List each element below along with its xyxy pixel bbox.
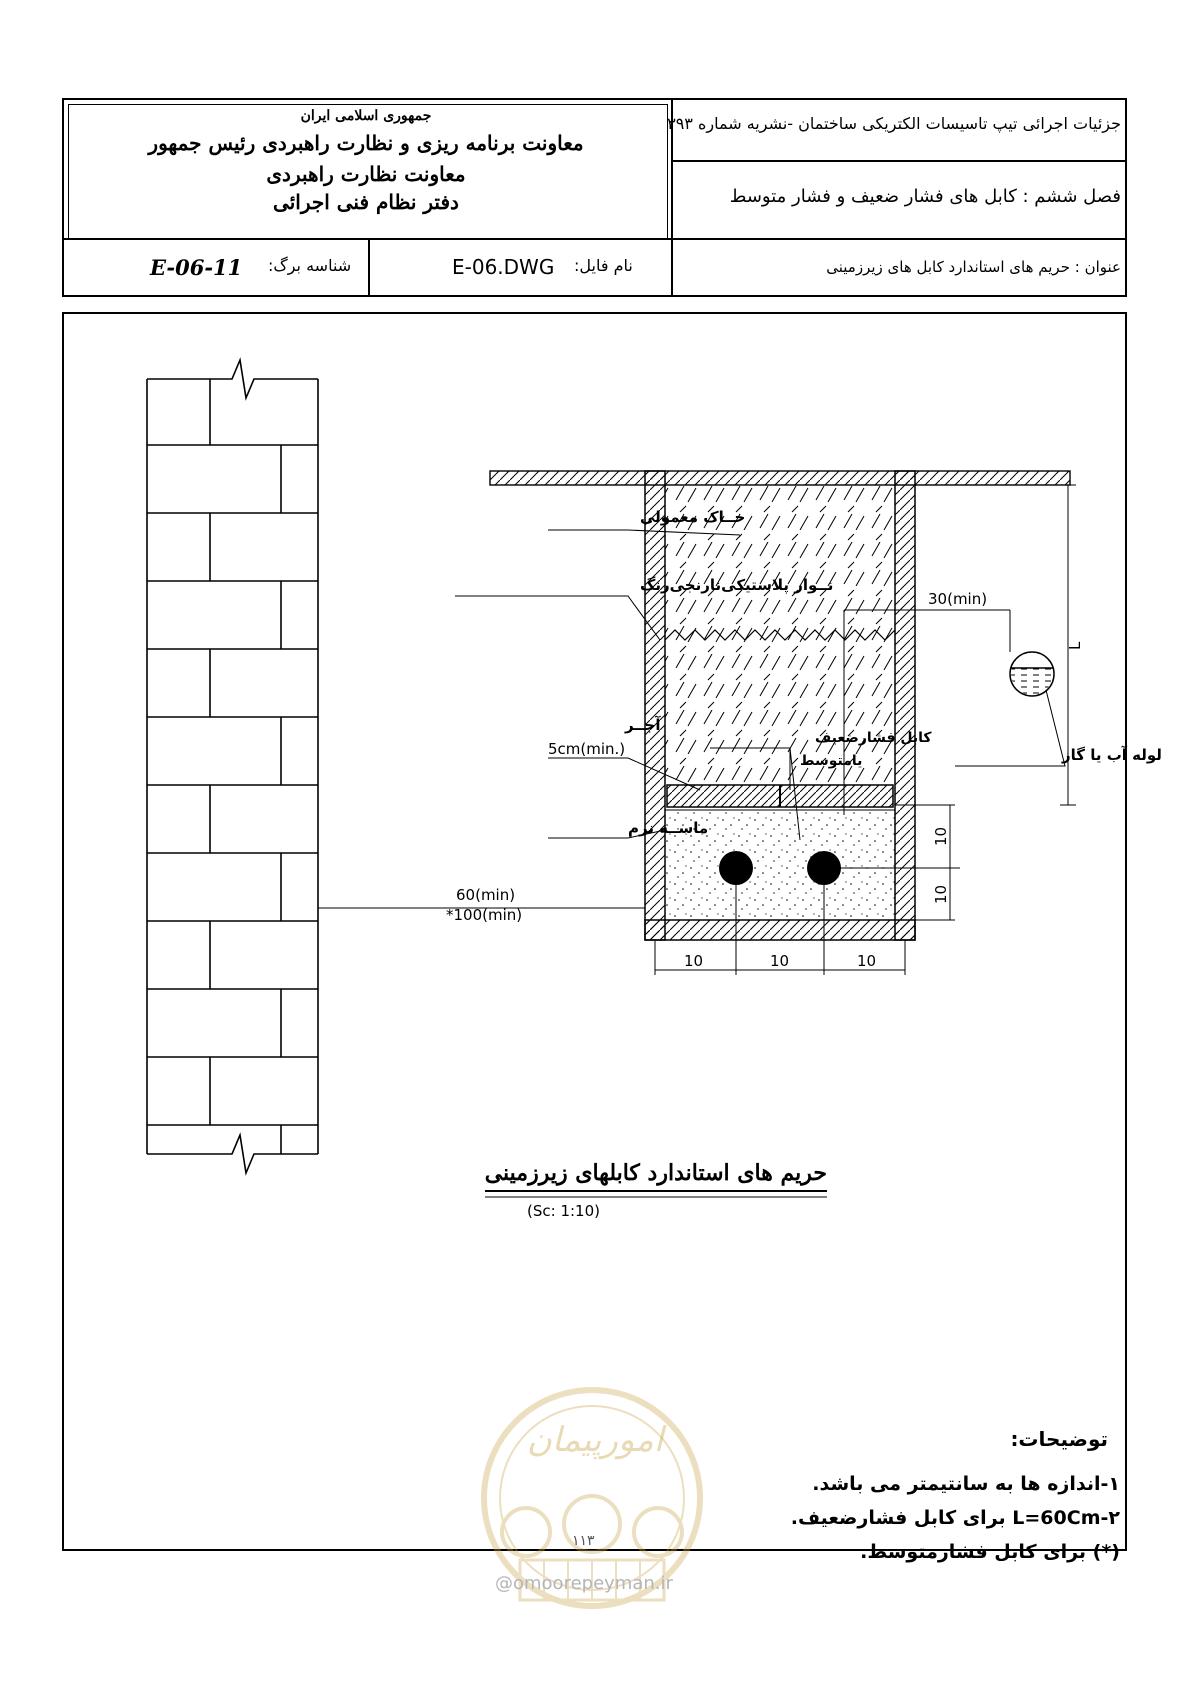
label-cable-2: یامتوسط bbox=[800, 753, 863, 769]
label-sand: ماســه نرم bbox=[628, 819, 709, 837]
label-pipe: لوله آب یا گاز bbox=[1062, 746, 1162, 764]
org-line-3: معاونت نظارت راهبردی bbox=[266, 162, 466, 186]
org-line-1: جمهوری اسلامی ایران bbox=[300, 108, 432, 124]
label-dim-bottom-3: 10 bbox=[857, 952, 877, 970]
notes-list bbox=[700, 1467, 1120, 1569]
label-dim-right-2: 10 bbox=[932, 884, 950, 904]
org-line-2: معاونت برنامه ریزی و نظارت راهبردی رئیس جمهور bbox=[148, 131, 584, 155]
sheet-title-label: عنوان : bbox=[1074, 258, 1121, 276]
label-l: L bbox=[1066, 641, 1084, 650]
brick-wall bbox=[147, 360, 318, 1173]
label-wall-dim-1: 60(min) bbox=[456, 886, 516, 904]
sheet-title-value: حریم های استاندارد کابل های زیرزمینی bbox=[826, 258, 1070, 276]
water-gas-pipe bbox=[1010, 652, 1054, 696]
drawing-scale: (Sc: 1:10) bbox=[527, 1202, 600, 1220]
trench bbox=[645, 471, 915, 940]
watermark-site bbox=[495, 1573, 673, 1594]
publication-title: جزئیات اجرائی تیپ تاسیسات الکتریکی ساختمان -نشریه شماره ۳۹۳ bbox=[667, 114, 1121, 133]
notes-heading: توضیحات: bbox=[1010, 1427, 1108, 1451]
label-brick: آجــر bbox=[625, 716, 661, 734]
sheet-id-value: E-06-11 bbox=[150, 255, 243, 280]
watermark-site-text: omoorepeyman.ir bbox=[513, 1573, 673, 1594]
chapter-title: فصل ششم : کابل های فشار ضعیف و فشار متوسط bbox=[729, 186, 1121, 207]
org-line-4: دفتر نظام فنی اجرائی bbox=[273, 190, 459, 214]
note-item-1: ۱-اندازه ها به سانتیمتر می باشد. bbox=[812, 1473, 1120, 1495]
ground-surface bbox=[490, 471, 1070, 485]
label-dim-bottom-1: 10 bbox=[684, 952, 704, 970]
label-brick-dim: 5cm(min.) bbox=[548, 740, 626, 758]
label-gap-30: 30(min) bbox=[928, 590, 988, 608]
file-value: E-06.DWG bbox=[452, 255, 555, 279]
label-dim-right-1: 10 bbox=[932, 826, 950, 846]
note-item-3: (*) برای کابل فشارمتوسط. bbox=[860, 1541, 1120, 1563]
note-item-2: ۲-L=60Cm برای کابل فشارضعیف. bbox=[790, 1507, 1120, 1529]
drawing-caption: حریم های استاندارد کابلهای زیرزمینی bbox=[484, 1160, 827, 1186]
label-dim-bottom-2: 10 bbox=[770, 952, 790, 970]
label-wall-dim-2: *100(min) bbox=[446, 906, 523, 924]
label-tape: نــوار پلاستیکی‌نارنجی‌رنگ bbox=[640, 576, 834, 594]
at-icon: @ bbox=[495, 1573, 513, 1594]
watermark-logo-text: امورپیمان bbox=[526, 1420, 664, 1460]
sheet-id-label: شناسه برگ: bbox=[268, 256, 352, 275]
label-soil: خــاک معمولی bbox=[640, 508, 746, 526]
cable-1 bbox=[719, 851, 753, 885]
page-number: ۱۱۳ bbox=[572, 1533, 595, 1549]
label-cable: کابل فشارضعیف bbox=[815, 730, 932, 746]
file-label: نام فایل: bbox=[574, 256, 633, 275]
